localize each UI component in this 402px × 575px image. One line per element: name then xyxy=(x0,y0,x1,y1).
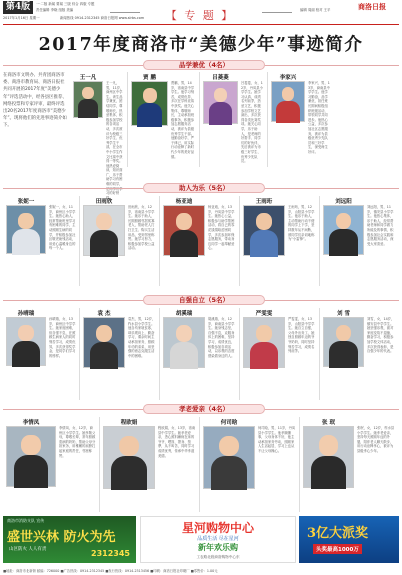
section-bar xyxy=(3,183,399,193)
student-name: 程欧娟 xyxy=(120,420,138,426)
student-photo xyxy=(323,317,364,367)
student-name: 贾 鹏 xyxy=(143,75,156,81)
profile-card xyxy=(200,72,268,167)
page-header xyxy=(0,0,402,30)
student-name: 王一凡 xyxy=(79,75,97,81)
student-name: 王雨珩 xyxy=(255,199,273,205)
lottery-ad[interactable] xyxy=(299,516,399,563)
student-story: 王雨珩，男，12岁，山阳县小学学生。他乐于助人，主动帮助行动不便的同学上下学，坚持数年从不间断，被同学们亲切地称为“小雷锋”。 xyxy=(288,205,315,242)
student-photo xyxy=(6,205,46,254)
student-photo xyxy=(323,205,364,255)
student-story: 吕菱菱，女，12岁，丹凤县小学学生。她学习认真，成绩名列前茅，热爱文艺，积极参加学校文艺演出，多次获得各类比赛奖项。她关心同学，乐于助人，是老师的好帮手、同学们的好伙伴，先后被评为市级三好学生、优秀少先队员。 xyxy=(241,81,263,164)
profile-card xyxy=(300,417,399,512)
page-number: 第4版 xyxy=(3,1,33,14)
profile-card xyxy=(240,308,320,400)
student-name: 袁 杰 xyxy=(97,311,111,317)
profile-card xyxy=(3,308,80,400)
student-name: 李家兴 xyxy=(279,75,297,81)
student-story: 胡溪瑞，女，12岁，商南县小学学生。她身残志坚，自强不息，克服身体上的困难，坚持学习，成绩优良，积极参加各项活动，以乐观的态度感染着身边的人。 xyxy=(208,317,235,358)
student-photo xyxy=(243,317,285,368)
section-intro: 在商洛市文明办、共青团商洛市委、商洛市教育局、商洛日报社共同开展的2017年度“美德少年”评选活动中，经各县区推荐、网络投票和专家评审，最终评选出20名2017年度商洛市“美德少年”。现将他们的先进事迹简介如下。 xyxy=(3,73,67,129)
student-story: 何司晗，男，11岁，丹凤县小学学生。他孝顺懂事，父母身体不好，他主动承担家务劳动，照顾家人生活起居，学习上也从不让父母操心。 xyxy=(258,426,296,453)
student-story: 孙晴瑞，女，13岁，商州区中学学生。她家庭困难，但自强不息，在照顾生病家人的同时刻苦学习，成绩优异，多次获得奖学金，是同学们学习的榜样。 xyxy=(49,317,76,358)
profile-card xyxy=(160,308,240,400)
student-story: 程欧娟，女，13岁，洛南县中学学生。她孝老爱亲，悉心照料瘫痪在床的爷爷，喂饭、擦身、按摩，从不叫苦，同时学习成绩优秀，传承中华孝道美德。 xyxy=(158,426,196,458)
topic-dash-right xyxy=(262,12,292,13)
student-photo xyxy=(203,81,238,124)
student-story: 贾鹏，男，14岁，洛南县中学学生。他学习刻苦，成绩优异，多次在学科竞赛中获奖。他关心集体，尊敬师长，主动承担班级事务，积极参加志愿服务活动，被评为县级优秀学生干部。他勤奋好学，严于律己，用实际行动诠释了新时代少年的美好品德。 xyxy=(171,81,195,159)
ad-left-top: 商洛市消防支队 宣传 xyxy=(7,518,45,523)
student-photo xyxy=(271,81,305,122)
student-story: 袁杰，男，12岁，柞水县小学学生。他自幼家境贫寒，却乐观向上，勤奋学习，课余时间主动承担家务，照顾年幼的弟弟，用坚强的意志克服生活中的困难。 xyxy=(128,317,156,358)
page-title: 2017年度商洛市“美德少年”事迹简介 xyxy=(38,35,364,55)
fire-prevention-ad[interactable] xyxy=(3,516,136,563)
student-story: 张妮一，女，11岁，商州区小学学生。她热心助人，经常帮助班里学习有困难的同学，主动照顾生病的同学，并积极参加社区敬老助残活动，用爱心温暖身边的每一个人。 xyxy=(49,205,76,251)
student-name: 刘 雪 xyxy=(337,311,350,317)
student-name: 严雯雯 xyxy=(255,311,273,317)
profile-card xyxy=(240,196,320,286)
ad-left-phone: 2312345 xyxy=(91,549,130,558)
profile-card xyxy=(128,72,200,167)
topic-label: 【 专 题 】 xyxy=(165,9,235,22)
student-name: 刘远阳 xyxy=(335,199,352,205)
student-name: 杨亚迪 xyxy=(175,199,193,205)
student-photo xyxy=(303,426,354,488)
student-story: 刘雪，女，14岁，镇安县中学学生。她坚强乐观，面对家庭变故不退缩，勤奋学习，积极参加学校文体活动，多次获得表彰，是自强少年的代表。 xyxy=(367,317,395,354)
section-bar xyxy=(3,404,399,414)
student-name: 孙晴瑞 xyxy=(17,311,35,317)
footer-line: ■地址：商洛市北新街 邮编：726000 ■广告热线：0914-2312345 ■发行热线：0914-2313456 ■印刷：商洛日报社印刷厂 ■零售价：1.00元 xyxy=(3,569,218,573)
student-story: 杨亚迪，女，13岁，丹凤县中学学生。她热心公益，积极参与助学帮困活动，将自己的零花钱捐给贫困同学，多次参加环保志愿服务，带动身边同学一起奉献爱心。 xyxy=(208,205,235,251)
student-photo xyxy=(83,317,125,368)
student-photo xyxy=(243,205,285,256)
student-photo xyxy=(163,205,205,256)
site-line: 新闻热线 0914-2312345 商洛日报网 www.slrbs.com xyxy=(60,16,145,20)
student-photo xyxy=(103,426,155,489)
student-photo xyxy=(203,426,255,489)
ad-mid-addr: 工农路北段商洛购物中心东 xyxy=(196,555,240,559)
student-photo xyxy=(83,205,125,256)
profile-card xyxy=(3,196,80,286)
ad-mid-title: 星河购物中心 xyxy=(181,521,254,535)
profile-card xyxy=(80,308,160,400)
student-name: 张 珉 xyxy=(322,420,335,426)
student-photo xyxy=(6,317,46,366)
student-photo xyxy=(73,81,103,118)
student-photo xyxy=(131,81,168,126)
ad-mid-sub: 品质生活 尽在星河 xyxy=(197,536,239,542)
student-name: 胡溪瑞 xyxy=(175,311,193,317)
student-story: 刘远阳，男，11岁，镇安县小学学生。他热心集体，乐于助人，经常帮助老师和同学做力所能及的事情，积极参加社会实践和志愿服务活动，深受大家喜爱。 xyxy=(367,205,394,246)
profile-card xyxy=(100,417,200,512)
student-name: 李情凤 xyxy=(22,420,40,426)
ad-mid-tagline: 新年欢乐购 xyxy=(198,543,238,552)
ad-right-big: 3亿大派奖 xyxy=(307,526,369,541)
section-label: 品学兼优（4名） xyxy=(143,60,265,70)
header-rule xyxy=(3,24,399,25)
student-photo xyxy=(6,426,56,487)
student-story: 田雨欣，女，12岁，洛南县小学学生。她乐于助人，长期照顾邻居孤寡老人，帮助老人打扫卫生、购买生活用品，受到邻里称赞。她学习努力，积极参加学校公益活动。 xyxy=(128,205,155,251)
student-name: 田雨欣 xyxy=(95,199,113,205)
student-name: 张妮一 xyxy=(17,199,35,205)
profile-card xyxy=(70,72,128,200)
section-label: 孝老爱亲（4名） xyxy=(143,404,265,414)
profile-card xyxy=(320,308,399,400)
profile-card xyxy=(320,196,399,286)
section-label: 助人为乐（5名） xyxy=(143,183,265,193)
right-meta: 编辑 周丽 校对 王平 xyxy=(300,8,331,12)
student-photo xyxy=(163,317,205,368)
student-story: 王一凡，男，11岁，商州区中学生。该生品学兼优，团结同学，尊敬师长，热爱集体，积极参加学校的各项活动，多次被评为校级三好学生、优秀学生干部，在全市中小学生作文比赛中获得一等奖。他热爱阅读，知识面广，乐于帮助学习有困难的同学， 习的好榜样。 xyxy=(106,81,124,200)
student-name: 吕菱菱 xyxy=(212,75,229,81)
student-name: 何司晗 xyxy=(220,420,238,426)
profile-card xyxy=(3,417,100,512)
profile-card xyxy=(80,196,160,286)
editor-line: 责任编辑 李晓 组版 美编 xyxy=(36,8,74,12)
section-label: 自强自立（5名） xyxy=(143,295,265,305)
profile-card xyxy=(200,417,300,512)
student-story: 李家兴，男，13岁，商南县中学学生。他学习勤奋，品学兼优，担任班长期间积极组织班级活动，带领同学共同进步。他热心公益，多次参加社区志愿服务，被评为县级优秀少先队员和三好学生，深受师生好评。 xyxy=(308,81,330,154)
ad-left-main: 盛世兴林 防火为先 xyxy=(7,530,116,545)
channel-list: 一·二版 新闻 要闻 三版 综合 四版 专题 xyxy=(36,2,95,6)
newspaper-logo: 商洛日报 xyxy=(358,2,386,11)
shopping-mall-ad[interactable] xyxy=(140,516,296,563)
section-bar xyxy=(3,60,399,70)
student-story: 张珉，女，12岁，柞水县小学学生。她孝老爱亲，坚持每天照顾年迈的外婆，陪伴老人聊天散步，用行动诠释孝心，被评为县级孝心少年。 xyxy=(357,426,395,453)
ad-right-sub: 头奖最高1000万 xyxy=(313,544,362,554)
ad-left-sub: 山区防火 人人有责 xyxy=(9,547,47,552)
profile-card xyxy=(160,196,240,286)
section-bar xyxy=(3,295,399,305)
student-story: 李情凤，女，12岁，商州区小学学生。她孝敬父母，尊敬长辈，常年照顾患病的奶奶，帮助父母分担家务，用稚嫩的肩膀扛起家庭的责任，邻里称赞。 xyxy=(59,426,96,458)
date-line: 2017年1月16日 星期一 xyxy=(3,16,40,20)
student-story: 严雯雯，女，13岁，山阳县中学学生。她自立自强，父母外出务工，她独自照顾年迈的爷爷奶奶，同时坚持刻苦学习，成绩名列前茅。 xyxy=(288,317,315,354)
profile-card xyxy=(268,72,334,167)
